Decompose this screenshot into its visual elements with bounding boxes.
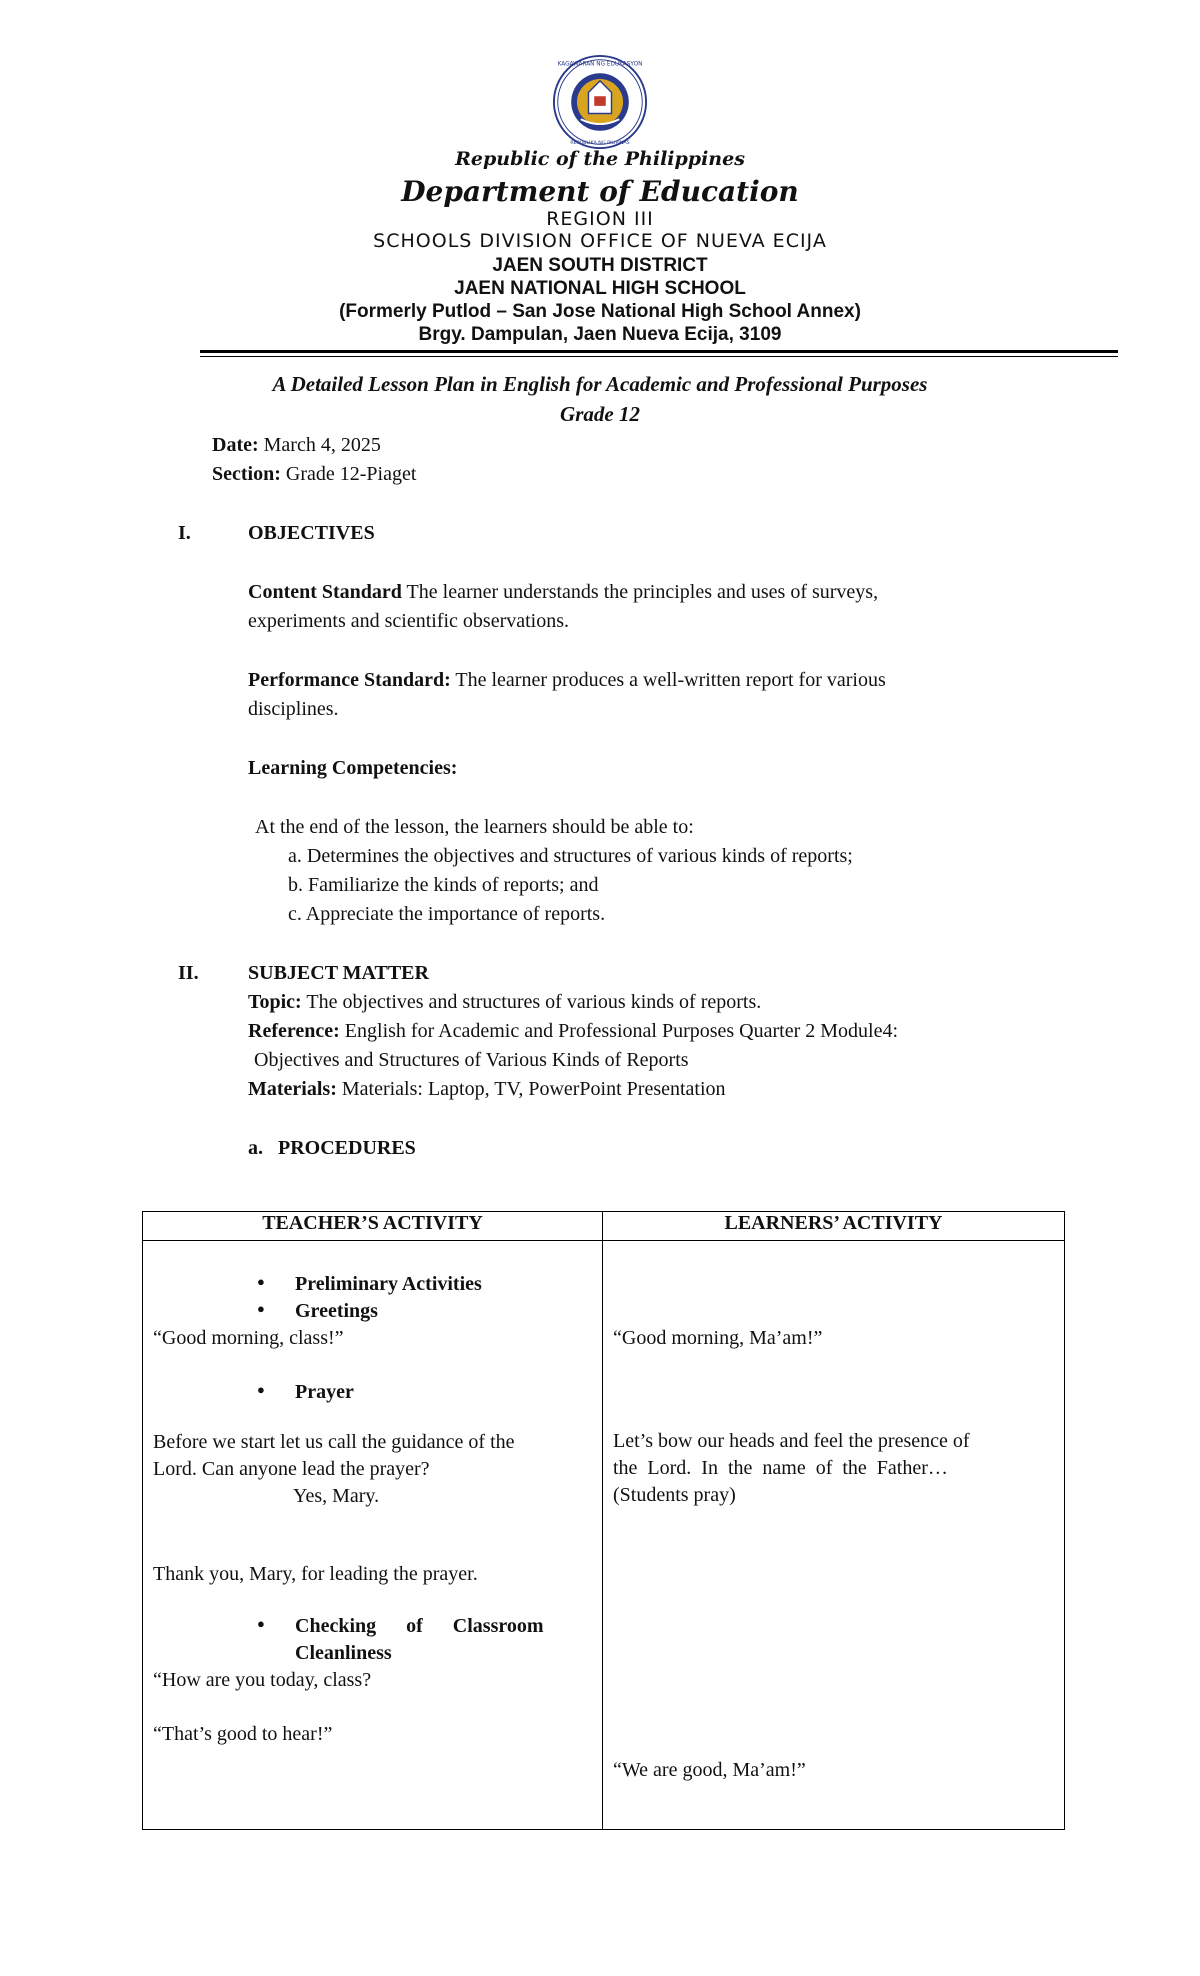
procedures-table bbox=[142, 1211, 1065, 1830]
objectives-heading: OBJECTIVES bbox=[248, 522, 375, 544]
learners-greeting: “Good morning, Ma’am!” bbox=[613, 1327, 823, 1349]
section-row bbox=[212, 459, 416, 489]
learners-we-are-good: “We are good, Ma’am!” bbox=[613, 1759, 806, 1781]
objectives-numeral: I. bbox=[178, 522, 191, 544]
performance-standard-text-2: disciplines. bbox=[248, 698, 339, 720]
topic-row bbox=[248, 987, 761, 1017]
subject-matter-heading: SUBJECT MATTER bbox=[248, 962, 429, 984]
seal-text-bottom: REPUBLIKA NG PILIPINAS bbox=[570, 141, 630, 147]
prayer-line-2: Lord. Can anyone lead the prayer? bbox=[153, 1458, 430, 1480]
procedures-heading: a. PROCEDURES bbox=[248, 1137, 416, 1159]
prayer-line-3: Yes, Mary. bbox=[293, 1485, 380, 1507]
reference-label: Reference: bbox=[248, 1020, 340, 1042]
region-line: REGION III bbox=[546, 208, 654, 230]
reference-text-2: Objectives and Structures of Various Kinds of Reports bbox=[254, 1049, 689, 1071]
date-row bbox=[212, 430, 381, 460]
header-divider-thin bbox=[200, 356, 1118, 357]
address-line: Brgy. Dampulan, Jaen Nueva Ecija, 3109 bbox=[418, 324, 782, 345]
section-label: Section: bbox=[212, 463, 281, 485]
materials-label: Materials: bbox=[248, 1078, 337, 1100]
republic-line: Republic of the Philippines bbox=[455, 148, 745, 170]
learners-prayer-line-2: the Lord. In the name of the Father… bbox=[613, 1457, 948, 1479]
district-line: JAEN SOUTH DISTRICT bbox=[492, 255, 708, 276]
materials-row bbox=[248, 1074, 726, 1104]
performance-standard-label: Performance Standard: bbox=[248, 669, 451, 691]
reference-row bbox=[248, 1016, 898, 1046]
performance-standard-text: The learner produces a well-written report for various bbox=[450, 669, 886, 691]
materials-text: Materials: Laptop, TV, PowerPoint Presentation bbox=[336, 1078, 726, 1100]
seal-text-top: KAGAWARAN NG EDUKASYON bbox=[557, 61, 643, 68]
reference-text: English for Academic and Professional Purposes Quarter 2 Module4: bbox=[339, 1020, 899, 1042]
competency-item: a. Determines the objectives and structures of various kinds of reports; bbox=[288, 845, 853, 867]
performance-standard bbox=[248, 665, 886, 695]
learners-activity-cell bbox=[603, 1241, 1065, 1830]
checking-cleanliness-bullet: ● Checking of Classroom bbox=[295, 1615, 544, 1638]
greetings-bullet: ● Greetings bbox=[295, 1300, 378, 1323]
thanks-line: Thank you, Mary, for leading the prayer. bbox=[153, 1563, 478, 1585]
content-standard-text: The learner understands the principles and uses of surveys, bbox=[401, 581, 879, 603]
teacher-activity-cell bbox=[143, 1241, 603, 1830]
competency-item: b. Familiarize the kinds of reports; and bbox=[288, 874, 599, 896]
header-divider-thick bbox=[200, 350, 1118, 353]
lesson-plan-title: A Detailed Lesson Plan in English for Academic and Professional Purposes bbox=[272, 372, 928, 396]
topic-text: The objectives and structures of various kinds of reports. bbox=[301, 991, 762, 1013]
department-line: Department of Education bbox=[401, 175, 799, 208]
prayer-bullet: ● Prayer bbox=[295, 1381, 354, 1404]
learning-competencies-label: Learning Competencies: bbox=[248, 757, 458, 779]
teacher-activity-header: TEACHER’S ACTIVITY bbox=[143, 1212, 603, 1241]
section-value: Grade 12-Piaget bbox=[280, 463, 417, 485]
learners-prayer-line-1: Let’s bow our heads and feel the presence of bbox=[613, 1430, 970, 1452]
preliminary-activities-bullet: ● Preliminary Activities bbox=[295, 1273, 482, 1296]
teacher-greeting: “Good morning, class!” bbox=[153, 1327, 344, 1349]
good-to-hear-line: “That’s good to hear!” bbox=[153, 1723, 333, 1745]
formerly-line: (Formerly Putlod – San Jose National High School Annex) bbox=[339, 301, 861, 322]
grade-subtitle: Grade 12 bbox=[560, 402, 640, 426]
competency-item: c. Appreciate the importance of reports. bbox=[288, 903, 606, 925]
content-standard-label: Content Standard bbox=[248, 581, 402, 603]
division-line: SCHOOLS DIVISION OFFICE OF NUEVA ECIJA bbox=[373, 230, 827, 252]
how-are-you-line: “How are you today, class? bbox=[153, 1669, 372, 1691]
topic-label: Topic: bbox=[248, 991, 302, 1013]
school-line: JAEN NATIONAL HIGH SCHOOL bbox=[454, 278, 746, 299]
deped-seal-logo bbox=[552, 54, 648, 150]
checking-cleanliness-line-2: Cleanliness bbox=[295, 1642, 392, 1664]
prayer-line-1: Before we start let us call the guidance of the bbox=[153, 1431, 515, 1453]
learners-prayer-line-3: (Students pray) bbox=[613, 1484, 736, 1506]
competencies-intro: At the end of the lesson, the learners should be able to: bbox=[255, 816, 694, 838]
date-value: March 4, 2025 bbox=[258, 434, 381, 456]
date-label: Date: bbox=[212, 434, 259, 456]
subject-matter-numeral: II. bbox=[178, 962, 199, 984]
content-standard bbox=[248, 577, 878, 607]
learners-activity-header: LEARNERS’ ACTIVITY bbox=[603, 1212, 1065, 1241]
content-standard-text-2: experiments and scientific observations. bbox=[248, 610, 570, 632]
